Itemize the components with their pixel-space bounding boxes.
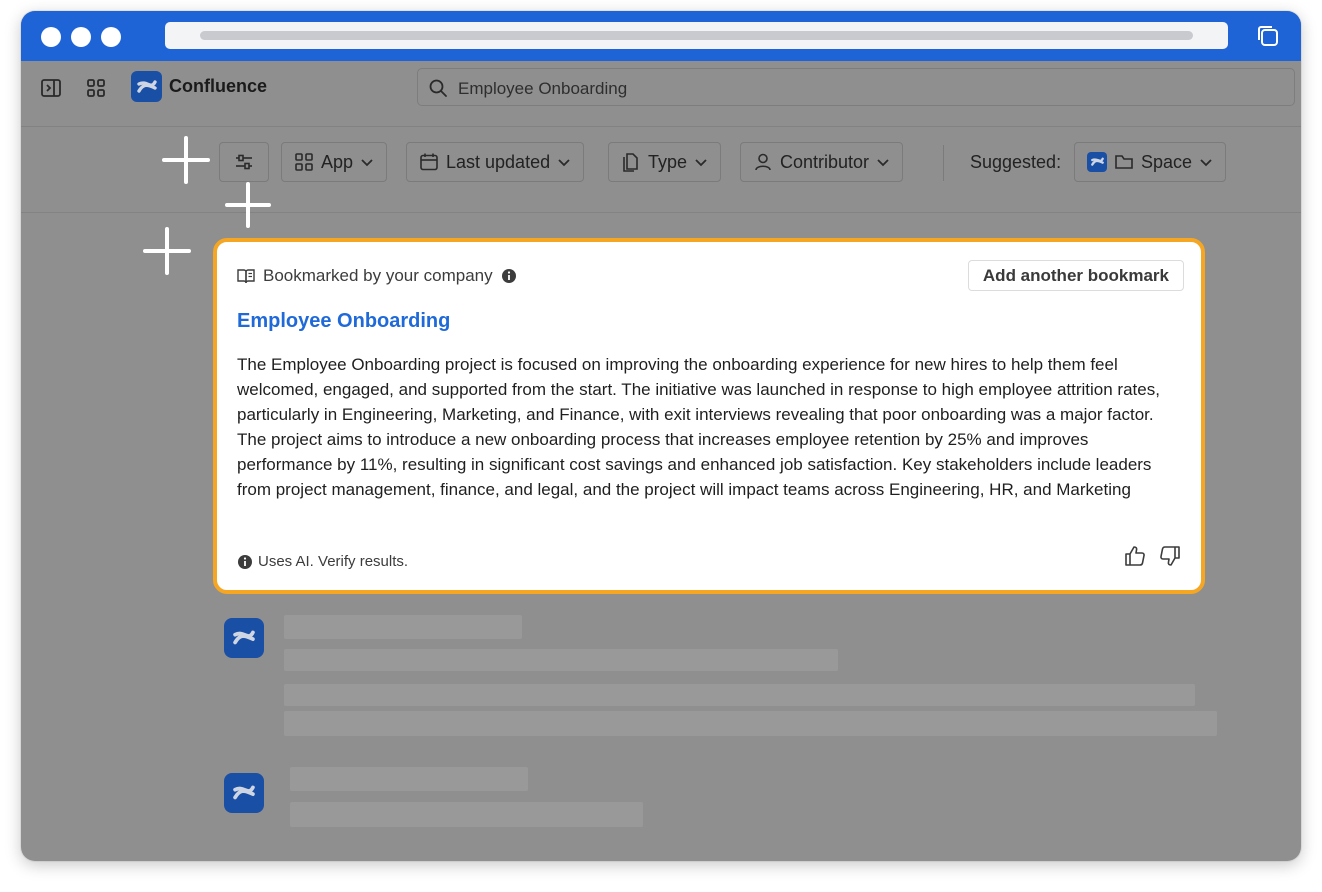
skeleton-line — [290, 802, 643, 827]
filter-last-updated-dropdown[interactable] — [406, 142, 584, 182]
filter-app-label: App — [321, 151, 354, 172]
person-icon — [753, 152, 773, 172]
search-icon — [428, 78, 448, 98]
app-name[interactable]: Confluence — [169, 76, 268, 96]
window-close-dot[interactable] — [41, 27, 61, 47]
search-value: Employee Onboarding — [458, 79, 628, 98]
top-navigation — [21, 61, 1301, 127]
thumbs-down-icon[interactable] — [1158, 544, 1182, 568]
filter-contributor-dropdown[interactable] — [740, 142, 903, 182]
search-input[interactable] — [417, 68, 1295, 106]
bookmark-card — [213, 238, 1205, 594]
skeleton-line — [284, 711, 1217, 736]
filter-space-label: Space — [1141, 151, 1193, 172]
filter-type-dropdown[interactable] — [608, 142, 721, 182]
copy-window-icon[interactable] — [1255, 23, 1281, 49]
filter-divider — [943, 145, 944, 181]
filter-settings-button[interactable] — [219, 142, 269, 182]
bookmark-summary: The Employee Onboarding project is focused on improving the onboarding experience for new hires to help them feel welcomed, engaged, and supported from the start. The initiative was launched in response to high employee attrition rates, particularly in Engineering, Marketing, and Finance, with exit interviews revealing that poor onboarding was a major factor. The project aims to introduce a new onboarding process that increases employee retention by 25% and improves performance by 11%, resulting in significant cost savings and enhanced job satisfaction. Key stakeholders include leaders from project management, finance, and legal, and the project will impact teams across Engineering, HR, and Marketing — [237, 355, 1160, 499]
address-bar-placeholder — [200, 31, 1193, 40]
add-bookmark-button[interactable]: Add another bookmark — [968, 260, 1184, 291]
thumbs-up-icon[interactable] — [1123, 544, 1147, 568]
chevron-down-icon — [694, 155, 708, 169]
filter-bar — [21, 127, 1301, 213]
confluence-logo-icon — [232, 783, 256, 803]
confluence-logo-icon — [232, 628, 256, 648]
app-grid-icon — [294, 152, 314, 172]
sparkle-cross-icon — [225, 182, 271, 228]
filter-last-updated-label: Last updated — [446, 151, 551, 172]
browser-toolbar — [21, 11, 1301, 61]
ai-disclaimer — [237, 553, 408, 570]
calendar-icon — [419, 152, 439, 172]
filter-contributor-label: Contributor — [780, 151, 870, 172]
sparkle-cross-icon — [143, 227, 191, 275]
confluence-logo-icon — [137, 78, 157, 96]
chevron-down-icon — [557, 155, 571, 169]
info-icon — [237, 554, 253, 570]
address-bar[interactable] — [165, 22, 1228, 49]
window-maximize-dot[interactable] — [101, 27, 121, 47]
chevron-down-icon — [1199, 155, 1213, 169]
sidebar-toggle-icon[interactable] — [40, 77, 62, 99]
window-minimize-dot[interactable] — [71, 27, 91, 47]
sparkle-cross-icon — [162, 136, 210, 184]
suggested-label: Suggested: — [970, 152, 1062, 172]
filter-space-dropdown[interactable] — [1074, 142, 1226, 182]
book-icon — [237, 268, 255, 284]
chevron-down-icon — [360, 155, 374, 169]
confluence-logo-icon — [1087, 152, 1107, 172]
bookmark-header-text: Bookmarked by your company — [263, 266, 493, 285]
skeleton-line — [284, 615, 522, 639]
document-icon — [621, 152, 641, 172]
confluence-logo[interactable] — [131, 71, 162, 102]
chevron-down-icon — [876, 155, 890, 169]
result-confluence-logo — [224, 618, 264, 658]
skeleton-line — [290, 767, 528, 791]
bookmark-header — [237, 266, 517, 286]
browser-window — [21, 11, 1301, 861]
result-confluence-logo — [224, 773, 264, 813]
filter-app-dropdown[interactable] — [281, 142, 387, 182]
folder-icon — [1114, 152, 1134, 172]
ai-disclaimer-text: Uses AI. Verify results. — [258, 553, 409, 570]
app-switcher-icon[interactable] — [85, 77, 107, 99]
bookmark-title-link[interactable]: Employee Onboarding — [237, 310, 451, 332]
sliders-icon — [233, 151, 255, 173]
filter-type-label: Type — [648, 151, 688, 172]
skeleton-line — [284, 684, 1195, 706]
info-icon[interactable] — [501, 268, 517, 284]
skeleton-line — [284, 649, 838, 671]
